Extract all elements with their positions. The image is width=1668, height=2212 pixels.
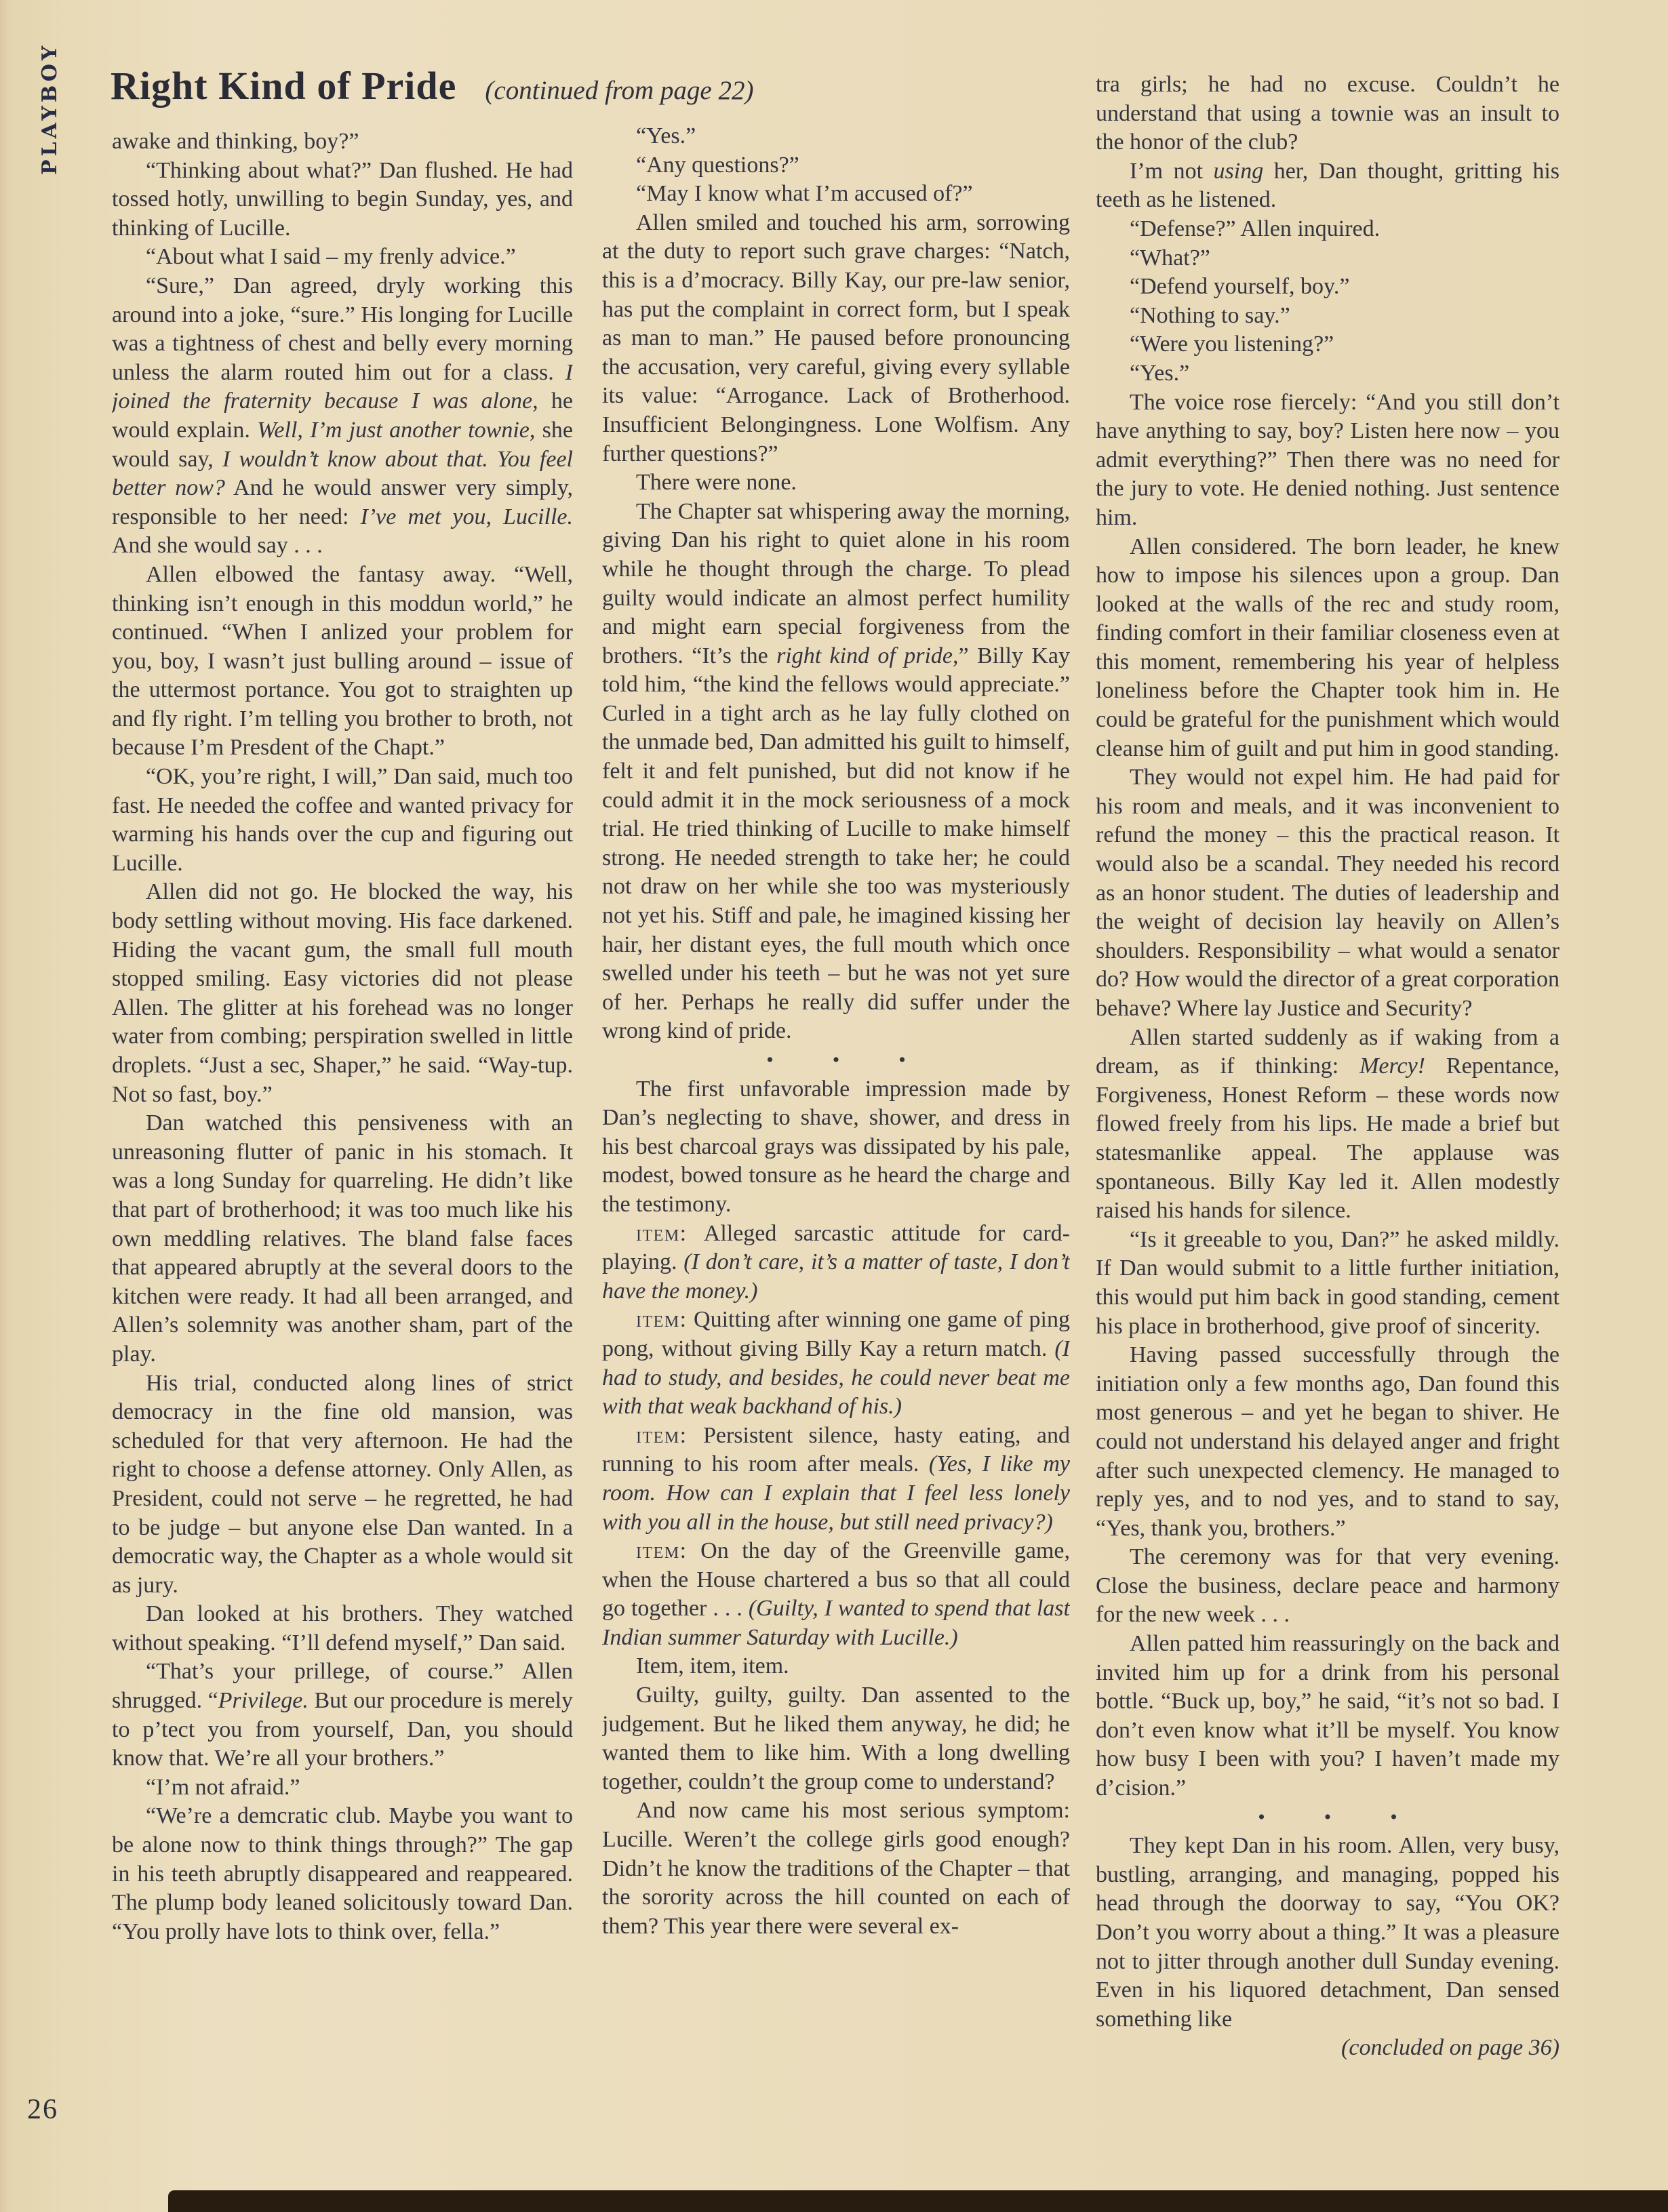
paragraph (602, 1537, 1070, 1652)
paragraph (1096, 244, 1560, 273)
text-run: right kind of pride, (776, 643, 959, 668)
text-run: item: (636, 1307, 688, 1333)
paragraph (1096, 388, 1560, 533)
text-run: Item, item, item. (636, 1653, 789, 1679)
paragraph (1096, 1630, 1560, 1803)
text-run: Repentance, Forgiveness, Honest Reform – these words now flowed freely from his lips. He made a brief but statesmanlike appeal. The applause was spontaneous. Billy Kay led it. Allen modestly raised his hands for silence. (1096, 1053, 1560, 1224)
text-run: using (1213, 158, 1264, 184)
text-run: Allen smiled and touched his arm, sorrowing at the duty to report such grave charges: “Natch, this is a d’mocracy. Billy Kay, our pre-law senior, has put the complaint in correct form, but I speak as man to man.” He paused before pronouncing the accusation, very careful, giving every syllable its value: “Arrogance. Lack of Brotherhood. Insufficient Belongingness. Lone Wolfism. Any further questions?” (602, 209, 1070, 466)
text-run: And she would say . . . (112, 533, 323, 559)
text-run: (I had to study, and besides, he could never beat me with that weak backhand of his.) (602, 1335, 1070, 1420)
paragraph (1096, 157, 1560, 215)
paragraph (1096, 1226, 1560, 1341)
text-run: “Defense?” Allen inquired. (1130, 216, 1381, 241)
text-run: “Were you listening?” (1130, 331, 1334, 357)
text-run: Alleged sarcastic attitude for card-playing. (602, 1220, 1070, 1275)
paragraph (1096, 273, 1560, 302)
paragraph (112, 1109, 573, 1369)
page-number: 26 (27, 2094, 58, 2125)
article-header (111, 64, 753, 109)
text-run: (Yes, I like my room. How can I explain that I feel less lonely with you all in the house, but still need privacy?) (602, 1451, 1070, 1535)
text-run: “Yes.” (1130, 360, 1190, 386)
paragraph (112, 1802, 573, 1946)
text-run: Dan watched this pensiveness with an unreasoning flutter of panic in his stomach. It was a long Sunday for quarreling. He didn’t like that part of brotherhood; it was too much like his own meddling relatives. The bland false faces that appeared abruptly at the several doors to the kitchen were ready. It had all been arranged, and Allen’s solemnity was another sham, part of the play. (112, 1110, 573, 1367)
article-column-2 (602, 122, 1070, 2123)
paragraph (1096, 1341, 1560, 1543)
text-run: “Sure,” Dan agreed, dryly working this around into a joke, “sure.” His longing for Lucille was a tightness of chest and belly every morning unless the alarm routed him out for a class. (112, 273, 573, 385)
text-run: Allen started suddenly as if waking from a dream, as if thinking: (1096, 1024, 1560, 1079)
text-run: Quitting after winning one game of ping pong, without giving Billy Kay a return match. (602, 1307, 1070, 1361)
text-run: “Nothing to say.” (1130, 302, 1290, 328)
text-run: “Any questions?” (636, 152, 799, 178)
text-run: ” Billy Kay told him, “the kind the fellows would appreciate.” Curled in a tight arch as he lay fully clothed on the unmade bed, Dan admitted his guilt to himself, felt it and felt punished, but did not know if he could admit it in the mock seriousness of a mock trial. He tried thinking of Lucille to make himself strong. He needed strength to take her; he could not draw on her while she too was mysteriously not yet his. Stiff and pale, he imagined kissing her hair, her distant eyes, the full mouth which once swelled under his teeth – but he was not yet sure of her. Perhaps he really did suffer under the wrong kind of pride. (602, 643, 1070, 1044)
paragraph (602, 1075, 1070, 1220)
text-run: The first unfavorable impression made by Dan’s neglecting to shave, shower, and dress in his best charcoal grays was dissipated by his pale, modest, bowed tonsure as he heard the charge and the testimony. (602, 1076, 1070, 1217)
text-run: Well, I’m just another townie, (257, 417, 536, 443)
text-run: (Guilty, I wanted to spend that last Indian summer Saturday with Lucille.) (602, 1596, 1070, 1650)
scan-bottom-edge (168, 2190, 1668, 2212)
text-run: Allen did not go. He blocked the way, his body settling without moving. His face darkened. Hiding the vacant gum, the small full mouth stopped smiling. Easy victories did not please Allen. The glitter at his forehead was no longer water from combing; perspiration swelled in little droplets. “Just a sec, Shaper,” he said. “Way-tup. Not so fast, boy.” (112, 879, 573, 1107)
text-run: “OK, you’re right, I will,” Dan said, much too fast. He needed the coffee and wanted privacy for warming his hands over the cup and figuring out Lucille. (112, 764, 573, 876)
text-run: (I don’t care, it’s a matter of taste, I don’t have the money.) (602, 1249, 1070, 1304)
text-run: she would say, (112, 417, 573, 472)
magazine-spine-label: PLAYBOY (38, 42, 62, 175)
text-run: Mercy! (1359, 1053, 1425, 1079)
article-column-3 (1096, 71, 1560, 2120)
paragraph (112, 243, 573, 272)
text-run: “Thinking about what?” Dan flushed. He had tossed hotly, unwilling to begin Sunday, yes, and thinking of Lucille. (112, 157, 573, 241)
paragraph (1096, 763, 1560, 1023)
text-run: “About what I said – my frenly advice.” (146, 244, 516, 270)
paragraph (602, 1422, 1070, 1537)
paragraph (112, 1600, 573, 1657)
paragraph (112, 1369, 573, 1601)
text-run: Dan looked at his brothers. They watched without speaking. “I’ll defend myself,” Dan said. (112, 1601, 573, 1655)
text-run: item: (636, 1422, 688, 1448)
text-run: (concluded on page 36) (1341, 2035, 1560, 2061)
text-run: I wouldn’t know about that. You feel better now? (112, 446, 573, 501)
text-run: item: (636, 1220, 688, 1246)
text-run: “That’s your prillege, of course.” Allen shrugged. “ (112, 1659, 573, 1714)
continued-from-note: (continued from page 22) (485, 76, 754, 105)
text-run: Persistent silence, hasty eating, and running to his room after meals. (602, 1422, 1070, 1477)
paragraph (602, 1220, 1070, 1306)
section-break: • • • (1258, 1805, 1422, 1828)
paragraph (112, 1657, 573, 1773)
text-run: “Is it greeable to you, Dan?” he asked mildly. If Dan would submit to a little further initiation, this would put him back in good standing, cement his place in brotherhood, give proof of sincerity. (1096, 1226, 1560, 1339)
paragraph (112, 878, 573, 1109)
text-run: I’ve met you, Lucille. (360, 504, 573, 529)
paragraph (1096, 302, 1560, 331)
text-run: The Chapter sat whispering away the morning, giving Dan his right to quiet alone in his room while he thought through the charge. To plead guilty would indicate an almost perfect humility and might earn special forgiveness from the brothers. “It’s the (602, 498, 1070, 668)
paragraph (1096, 359, 1560, 388)
paragraph (602, 468, 1070, 498)
text-run: But our procedure is merely to p’tect you from yourself, Dan, you should know that. We’re all your brothers.” (112, 1688, 573, 1771)
paragraph (1096, 2034, 1560, 2063)
text-run: And now came his most serious symptom: Lucille. Weren’t the college girls good enough? Didn’t he know the traditions of the Chapter – that the sorority across the hill counted on each of them? This year there were several ex- (602, 1798, 1070, 1939)
paragraph (1096, 1832, 1560, 2034)
text-run: “Yes.” (636, 123, 696, 148)
paragraph (112, 127, 573, 157)
paragraph (1096, 330, 1560, 359)
paragraph (602, 1681, 1070, 1796)
paragraph (112, 1773, 573, 1803)
text-run: he would explain. (112, 388, 573, 443)
paragraph (602, 498, 1070, 1046)
text-run: Allen patted him reassuringly on the back and invited him up for a drink from his personal bottle. “Buck up, boy,” he said, “it’s not so bad. I don’t even know what it’ll be myself. You know how busy I been with you? I haven’t made my d’cision.” (1096, 1631, 1560, 1801)
text-run: They would not expel him. He had paid for his room and meals, and it was inconvenient to refund the money – this the practical reason. It would also be a scandal. They needed his record as an honor student. The duties of leadership and the weight of decision lay heavily on Allen’s shoulders. Responsibility – what would a senator do? How would the director of a great corporation behave? Where lay Justice and Security? (1096, 765, 1560, 1021)
text-run: “I’m not afraid.” (146, 1774, 300, 1800)
text-run: “We’re a demcratic club. Maybe you want to be alone now to think things through?” The gap in his teeth abruptly disappeared and reappeared. The plump body leaned solicitously toward Dan. “You prolly have lots to think over, fella.” (112, 1803, 573, 1944)
paragraph (602, 151, 1070, 180)
paragraph (602, 1306, 1070, 1421)
text-run: her, Dan thought, gritting his teeth as he listened. (1096, 158, 1560, 213)
text-run: On the day of the Greenville game, when the House chartered a bus so that all could go together . . . (602, 1538, 1070, 1622)
article-column-1 (112, 127, 573, 2133)
paragraph (112, 561, 573, 763)
paragraph (1096, 215, 1560, 244)
text-run: The voice rose fiercely: “And you still don’t have anything to say, boy? Listen here now – you admit everything?” Then there was no need for the jury to vote. He denied nothing. Just sentence him. (1096, 389, 1560, 530)
text-run: tra girls; he had no excuse. Couldn’t he understand that using a townie was an insult to the honor of the club? (1096, 72, 1560, 155)
text-run: They kept Dan in his room. Allen, very busy, bustling, arranging, and managing, popped his head through the doorway to say, “You OK? Don’t you worry about a thing.” It was a pleasure not to jitter through another dull Sunday evening. Even in his liquored detachment, Dan sensed something like (1096, 1833, 1560, 2032)
text-run: item: (636, 1538, 688, 1564)
paragraph (602, 1652, 1070, 1681)
paragraph (1096, 71, 1560, 157)
text-run: His trial, conducted along lines of strict democracy in the fine old mansion, was scheduled for that very afternoon. He had the right to choose a defense attorney. Only Allen, as President, could not serve – he regretted, he had to be judge – but anyone else Dan wanted. In a democratic way, the Chapter as a whole would sit as jury. (112, 1370, 573, 1598)
text-run: Privilege. (218, 1688, 309, 1714)
paragraph (112, 157, 573, 243)
text-run: Having passed successfully through the initiation only a few months ago, Dan found this most generous – and yet he began to shiver. He could not understand his delayed anger and fright after such unexpected clemency. He managed to reply yes, and to nod yes, and to stand to say, “Yes, thank you, brothers.” (1096, 1342, 1560, 1541)
text-run: Guilty, guilty, guilty. Dan assented to the judgement. But he liked them anyway, he did; he wanted them to like him. With a long dwelling together, couldn’t the group come to understand? (602, 1683, 1070, 1794)
paragraph (602, 209, 1070, 468)
text-run: There were none. (636, 470, 797, 496)
paragraph (112, 763, 573, 878)
text-run: Allen considered. The born leader, he knew how to impose his silences upon a group. Dan looked at the walls of the rec and study room, finding comfort in their familiar closeness even at this moment, remembering his year of helpless loneliness before the Chapter took him in. He could be grateful for the punishment which would cleanse him of guilt and put him in good standing. (1096, 534, 1560, 761)
paragraph (1096, 1543, 1560, 1630)
paragraph (602, 122, 1070, 151)
article-title: Right Kind of Pride (111, 64, 457, 108)
paragraph (602, 1796, 1070, 1941)
paragraph (602, 180, 1070, 209)
paragraph (1096, 533, 1560, 764)
text-run: I’m not (1130, 158, 1214, 184)
text-run: I joined the fraternity because I was alone, (112, 359, 573, 414)
section-break: • • • (766, 1049, 930, 1071)
paragraph (1096, 1024, 1560, 1226)
text-run: “What?” (1130, 245, 1210, 270)
text-run: “Defend yourself, boy.” (1130, 274, 1350, 300)
text-run: Allen elbowed the fantasy away. “Well, thinking isn’t enough in this moddun world,” he continued. “When I anlized your problem for you, boy, I wasn’t just bulling around – issue of the uttermost portance. You got to straighten up and fly right. I’m telling you brother to broth, not because I’m Presdent of the Chapt.” (112, 561, 573, 761)
paragraph (112, 272, 573, 561)
text-run: awake and thinking, boy?” (112, 129, 359, 154)
text-run: “May I know what I’m accused of?” (636, 181, 973, 207)
text-run: And he would answer very simply, responsible to her need: (112, 475, 573, 529)
text-run: The ceremony was for that very evening. Close the business, declare peace and harmony for the new week . . . (1096, 1544, 1560, 1628)
